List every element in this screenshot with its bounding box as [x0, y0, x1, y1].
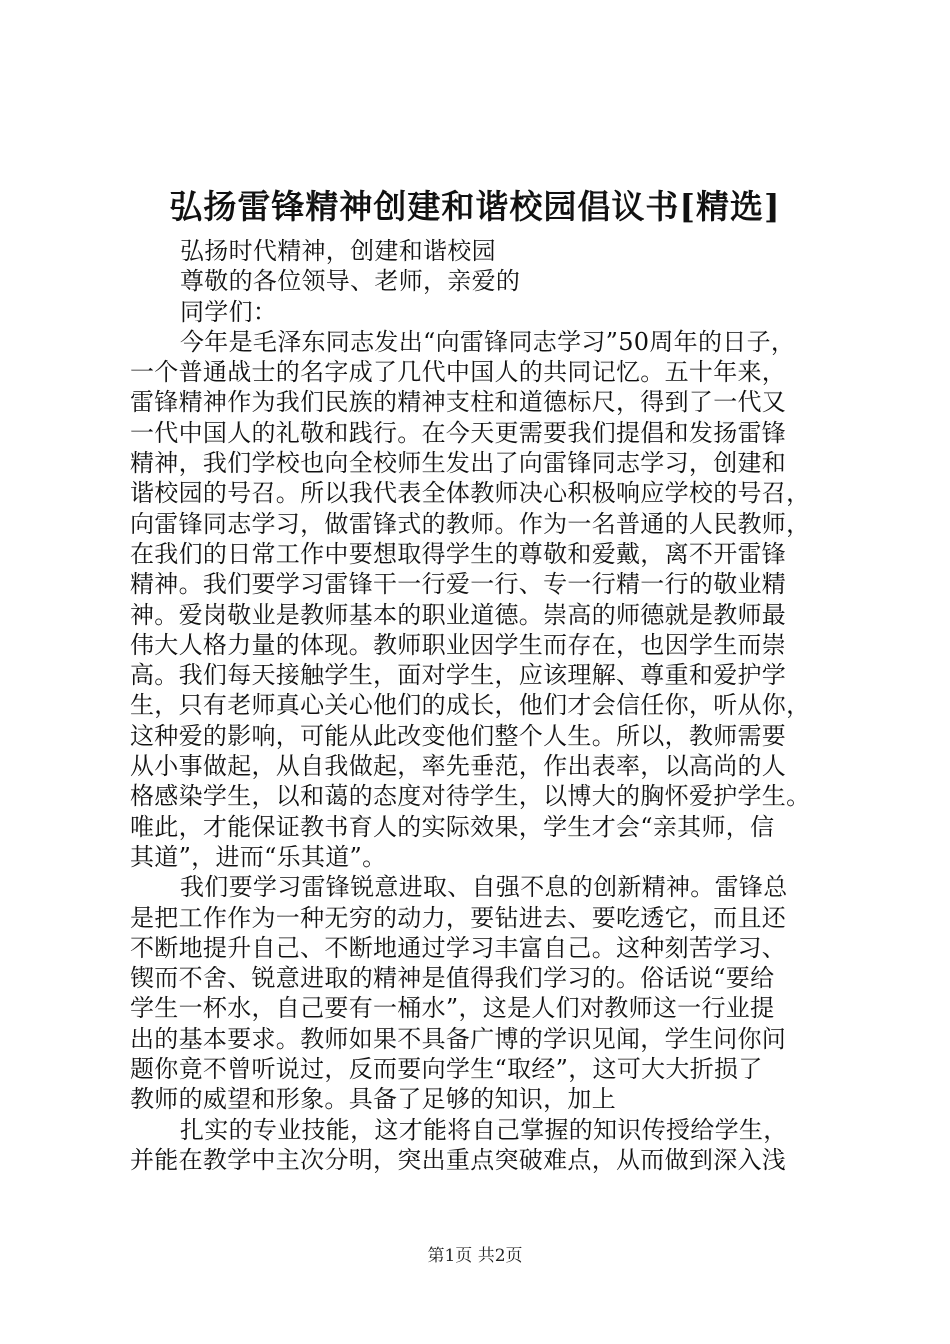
body-line: 从小事做起，从自我做起，率先垂范，作出表率，以高尚的人	[130, 752, 787, 781]
body-line: 同学们：	[180, 297, 278, 326]
body-line: 生，只有老师真心关心他们的成长，他们才会信任你，听从你，	[130, 691, 811, 720]
body-line: 雷锋精神作为我们民族的精神支柱和道德标尺，得到了一代又	[130, 388, 787, 417]
body-line: 尊敬的各位领导、老师，亲爱的	[180, 267, 521, 296]
body-line: 锲而不舍、锐意进取的精神是值得我们学习的。俗话说“要给	[130, 964, 775, 993]
body-line: 我们要学习雷锋锐意进取、自强不息的创新精神。雷锋总	[180, 873, 788, 902]
body-line: 其道”，进而“乐其道”。	[130, 842, 387, 871]
body-line: 出的基本要求。教师如果不具备广博的学识见闻，学生问你问	[130, 1024, 787, 1053]
body-line: 不断地提升自己、不断地通过学习丰富自己。这种刻苦学习、	[130, 933, 787, 962]
body-line: 伟大人格力量的体现。教师职业因学生而存在，也因学生而崇	[130, 630, 787, 659]
body-line: 弘扬时代精神，创建和谐校园	[180, 237, 496, 265]
body-line: 高。我们每天接触学生，面对学生，应该理解、尊重和爱护学	[130, 661, 787, 690]
page-footer: 第1页 共2页	[427, 1246, 523, 1266]
body-line: 唯此，才能保证教书育人的实际效果，学生才会“亲其师，信	[130, 812, 775, 841]
body-line: 题你竟不曾听说过，反而要向学生“取经”，这可大大折损了	[130, 1055, 763, 1084]
body-line: 在我们的日常工作中要想取得学生的尊敬和爱戴，离不开雷锋	[130, 539, 787, 568]
document-title: 弘扬雷锋精神创建和谐校园倡议书[精选]	[169, 187, 781, 226]
body-line: 谐校园的号召。所以我代表全体教师决心积极响应学校的号召，	[130, 479, 811, 508]
body-line: 并能在教学中主次分明，突出重点突破难点，从而做到深入浅	[130, 1145, 787, 1174]
body-line: 精神，我们学校也向全校师生发出了向雷锋同志学习，创建和	[130, 449, 787, 478]
body-line: 扎实的专业技能，这才能将自己掌握的知识传授给学生，	[180, 1115, 788, 1144]
body-line: 精神。我们要学习雷锋干一行爱一行、专一行精一行的敬业精	[130, 570, 787, 599]
body-line: 学生一杯水，自己要有一桶水”，这是人们对教师这一行业提	[130, 994, 775, 1023]
body-line: 神。爱岗敬业是教师基本的职业道德。崇高的师德就是教师最	[130, 600, 787, 629]
body-line: 是把工作作为一种无穷的动力，要钻进去、要吃透它，而且还	[130, 903, 787, 932]
body-line: 今年是毛泽东同志发出“向雷锋同志学习”50周年的日子，	[180, 327, 796, 356]
body-line: 格感染学生，以和蔼的态度对待学生，以博大的胸怀爱护学生。	[130, 782, 811, 811]
body-line: 一代中国人的礼敬和践行。在今天更需要我们提倡和发扬雷锋	[130, 418, 787, 447]
body-line: 一个普通战士的名字成了几代中国人的共同记忆。五十年来，	[130, 358, 787, 387]
document-body	[130, 236, 830, 1175]
body-line: 向雷锋同志学习，做雷锋式的教师。作为一名普通的人民教师，	[130, 509, 811, 538]
body-line: 教师的威望和形象。具备了足够的知识，加上	[130, 1085, 616, 1114]
body-line: 这种爱的影响，可能从此改变他们整个人生。所以，教师需要	[130, 721, 787, 750]
